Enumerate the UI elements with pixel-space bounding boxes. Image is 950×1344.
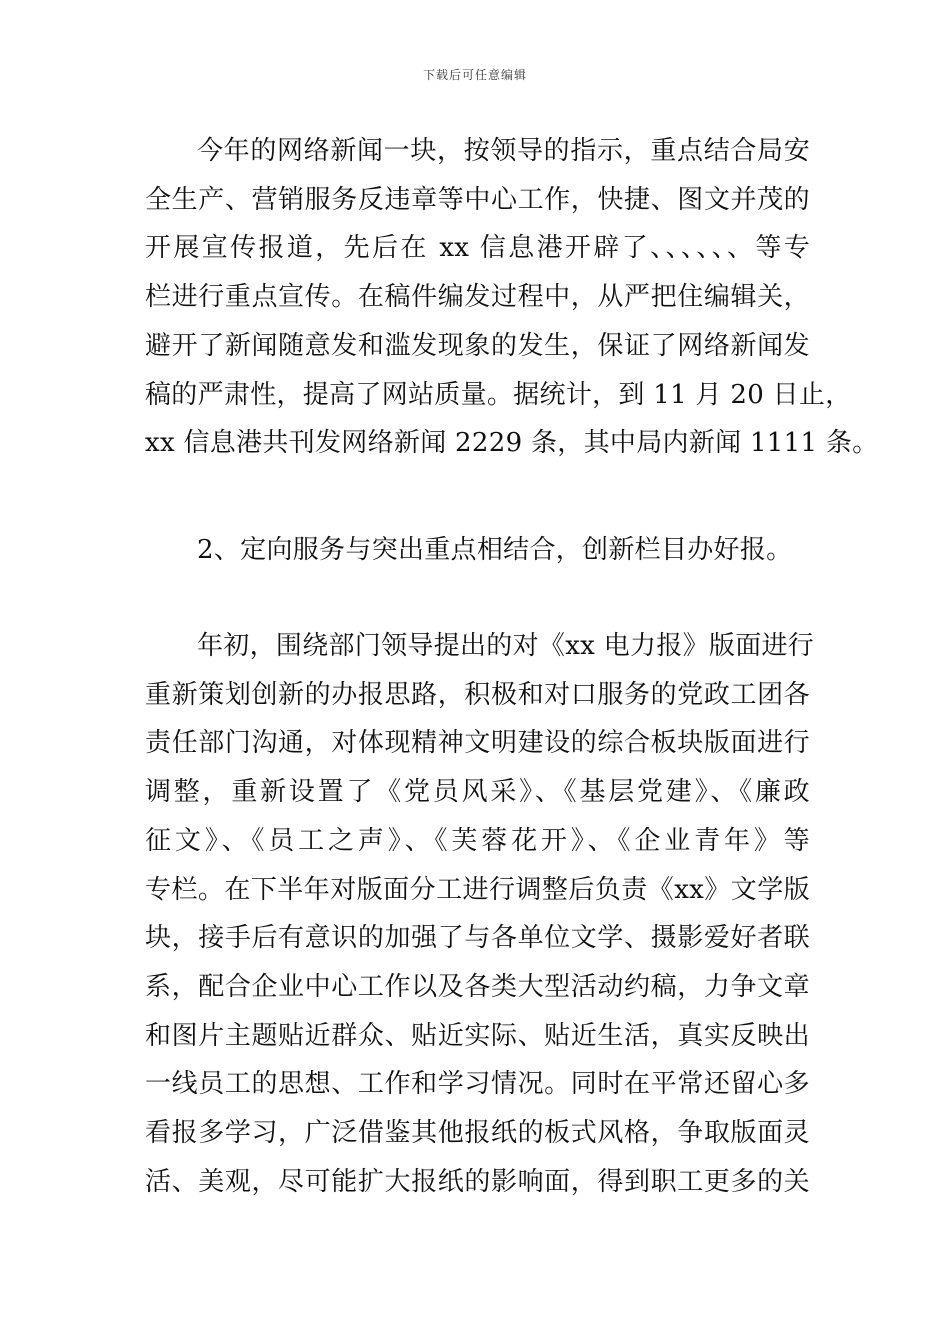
paragraph-newspaper — [145, 622, 815, 1206]
paragraph-line: 系，配合企业中心工作以及各类大型活动约稿，力争文章 — [145, 971, 810, 1002]
paragraph-network-news — [145, 127, 879, 468]
paragraph-line: 块，接手后有意识的加强了与各单位文学、摄影爱好者联 — [145, 923, 810, 954]
paragraph-line: 重新策划创新的办报思路，积极和对口服务的党政工团各 — [145, 679, 810, 710]
paragraph-line: 一线员工的思想、工作和学习情况。同时在平常还留心多 — [145, 1069, 810, 1100]
paragraph-line: 专栏。在下半年对版面分工进行调整后负责《xx》文学版 — [145, 874, 810, 905]
paragraph-line: 活、美观，尽可能扩大报纸的影响面，得到职工更多的关 — [145, 1166, 810, 1197]
paragraph-line: 调整，重新设置了《党员风采》、《基层党建》、《廉政 — [145, 777, 810, 808]
section-heading — [145, 526, 810, 575]
paragraph-line: xx 信息港共刊发网络新闻 2229 条，其中局内新闻 1111 条。 — [145, 428, 879, 459]
paragraph-line: 全生产、营销服务反违章等中心工作，快捷、图文并茂的 — [145, 184, 810, 215]
paragraph-line: 征文》、《员工之声》、《芙蓉花开》、《企业青年》等 — [145, 825, 810, 856]
paragraph-line: 看报多学习，广泛借鉴其他报纸的板式风格，争取版面灵 — [145, 1118, 810, 1149]
paragraph-line: 年初，围绕部门领导提出的对《xx 电力报》版面进行 — [197, 631, 815, 661]
paragraph-line: 今年的网络新闻一块，按领导的指示，重点结合局安 — [197, 136, 810, 166]
paragraph-line: 开展宣传报道，先后在 xx 信息港开辟了、、、、、、等专 — [145, 233, 810, 264]
paragraph-line: 稿的严肃性，提高了网站质量。据统计，到 11 月 20 日止， — [145, 379, 852, 410]
page-header: 下载后可任意编辑 — [422, 68, 527, 82]
section-heading-text: 2、定向服务与突出重点相结合，创新栏目办好报。 — [197, 535, 793, 565]
paragraph-line: 栏进行重点宣传。在稿件编发过程中，从严把住编辑关， — [145, 282, 810, 313]
paragraph-line: 和图片主题贴近群众、贴近实际、贴近生活，真实反映出 — [145, 1020, 810, 1051]
paragraph-line: 责任部门沟通，对体现精神文明建设的综合板块版面进行 — [145, 728, 810, 759]
paragraph-line: 避开了新闻随意发和滥发现象的发生，保证了网络新闻发 — [145, 330, 810, 361]
